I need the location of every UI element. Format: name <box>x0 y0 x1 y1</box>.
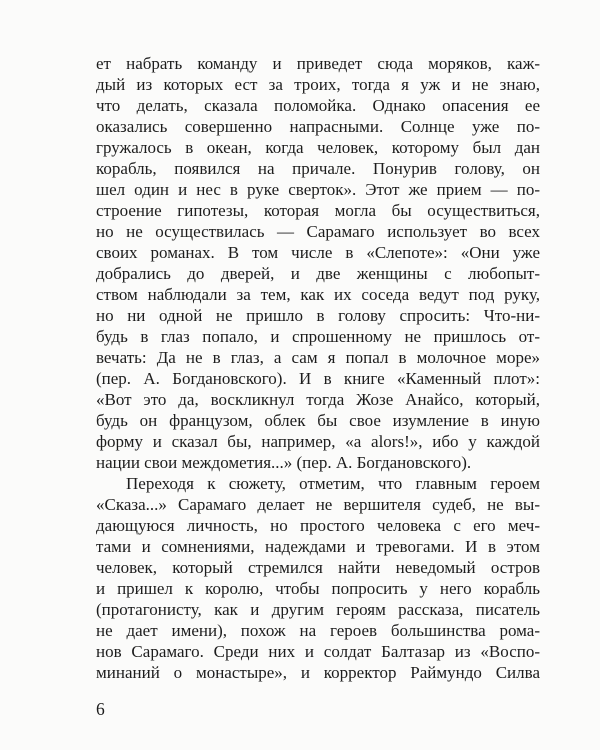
text-line: будь он французом, облек бы свое изумление в иную <box>96 411 540 430</box>
text-line: нов Сарамаго. Среди них и солдат Балтазар из «Воспо- <box>96 642 540 661</box>
text-block <box>96 53 540 683</box>
text-line: тами и сомнениями, надеждами и тревогами. И в этом <box>96 537 540 556</box>
text-line: строение гипотезы, которая могла бы осуществиться, <box>96 201 540 220</box>
text-line: ет набрать команду и приведет сюда моряков, каж- <box>96 54 540 73</box>
text-line: «Вот это да, воскликнул тогда Жозе Анайсо, который, <box>96 390 540 409</box>
text-line: ством наблюдали за тем, как их соседа ведут под руку, <box>96 285 540 304</box>
text-line: но ни одной не пришло в голову спросить: Что-ни- <box>96 306 540 325</box>
text-line: (протагонисту, как и другим героям рассказа, писатель <box>96 600 540 619</box>
text-line: оказались совершенно напрасными. Солнце уже по- <box>96 117 540 136</box>
text-line: вечать: Да не в глаз, а сам я попал в молочное море» <box>96 348 540 367</box>
text-line: человек, который стремился найти неведомый остров <box>96 558 540 577</box>
text-line: «Сказа...» Сарамаго делает не вершителя судеб, не вы- <box>96 495 540 514</box>
page-number: 6 <box>96 699 105 719</box>
text-line: что делать, сказала поломойка. Однако опасения ее <box>96 96 540 115</box>
text-line: шел один и нес в руке сверток». Этот же прием — по- <box>96 180 540 199</box>
text-line: добрались до дверей, и две женщины с любопыт- <box>96 264 540 283</box>
text-line: своих романах. В том числе в «Слепоте»: «Они уже <box>96 243 540 262</box>
text-line: форму и сказал бы, например, «a alors!», ибо у каждой <box>96 432 540 451</box>
text-line: но не осуществилась — Сарамаго использует во всех <box>96 222 540 241</box>
text-line: минаний о монастыре», и корректор Раймундо Силва <box>96 663 540 682</box>
text-line: дый из которых ест за троих, тогда я уж и не знаю, <box>96 75 540 94</box>
text-line: нации свои междометия...» (пер. А. Богдановского). <box>96 453 472 472</box>
text-line: (пер. А. Богдановского). И в книге «Каменный плот»: <box>96 369 540 388</box>
text-line: не дает имени), похож на героев большинства рома- <box>96 621 540 640</box>
text-line: дающуюся личность, но простого человека с его меч- <box>96 516 540 535</box>
text-line: гружалось в океан, когда человек, которому был дан <box>96 138 540 157</box>
text-line: будь в глаз попало, и спрошенному не пришлось от- <box>96 327 540 346</box>
text-line: корабль, появился на причале. Понурив голову, он <box>96 159 540 178</box>
text-line: и пришел к королю, чтобы попросить у него корабль <box>96 579 540 598</box>
paragraph <box>96 53 540 473</box>
text-line: Переходя к сюжету, отметим, что главным героем <box>126 474 540 493</box>
paragraph <box>96 473 540 683</box>
